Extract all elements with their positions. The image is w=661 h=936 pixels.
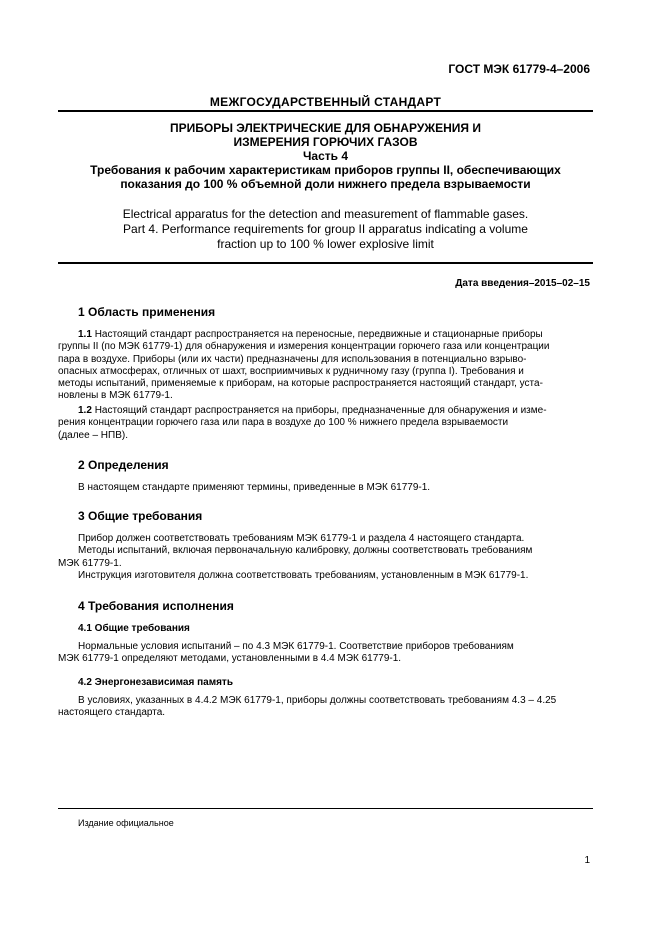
introduction-date: Дата введения–2015–02–15 (455, 278, 590, 289)
section-4-heading: 4 Требования исполнения (78, 599, 234, 613)
text-line: Нормальные условия испытаний – по 4.3 МЭК 61779-1. Соответствие приборов требованиям (78, 641, 514, 652)
text-line: В настоящем стандарте применяют термины, приведенные в МЭК 61779-1. (78, 482, 431, 493)
section-4-1-heading: 4.1 Общие требования (78, 623, 190, 634)
interstate-standard-label: МЕЖГОСУДАРСТВЕННЫЙ СТАНДАРТ (209, 95, 442, 109)
text-line: рения концентрации горючего газа или пара в воздухе до 100 % нижнего предела взрываемости (58, 417, 509, 429)
section-2-heading: 2 Определения (78, 458, 169, 472)
english-title-line-1: Electrical apparatus for the detection and measurement of flammable gases. (122, 207, 529, 221)
section-4-2-heading: 4.2 Энергонезависимая память (78, 677, 233, 688)
text-line: опасных атмосферах, отличных от шахт, восприимчивых к рудничному газу (группа I). Требования и (58, 365, 524, 377)
text-line: Инструкция изготовителя должна соответствовать требованиям, установленным в МЭК 61779-1. (78, 569, 529, 581)
text-line: МЭК 61779-1 определяют методами, установленными в 4.4 МЭК 61779-1. (58, 653, 402, 665)
section-4-1-paragraph (58, 641, 592, 666)
text-line: (далее – НПВ). (58, 429, 128, 441)
section-4-2-paragraph (58, 695, 592, 720)
text-line: МЭК 61779-1. (58, 557, 122, 569)
clause-number: 1.2 (78, 405, 92, 416)
text-line: Методы испытаний, включая первоначальную калибровку, должны соответствовать требованиям (78, 545, 533, 557)
clause-number: 1.1 (78, 329, 92, 340)
official-edition-note: Издание официальное (78, 818, 174, 828)
text-line: Настоящий стандарт распространяется на переносные, передвижные и стационарные приборы (94, 329, 543, 340)
text-line: В условиях, указанных в 4.4.2 МЭК 61779-1, приборы должны соответствовать требованиям 4.3 – 4.25 (78, 695, 557, 706)
section-3-paragraphs (58, 533, 592, 582)
section-1-2-paragraph (58, 405, 592, 442)
section-1-heading: 1 Область применения (78, 305, 216, 319)
text-line: настоящего стандарта. (58, 707, 166, 719)
section-1-1-paragraph (58, 329, 592, 403)
english-title-line-2: Part 4. Performance requirements for group II apparatus indicating a volume (123, 222, 528, 236)
page-number: 1 (584, 855, 590, 866)
section-3-heading: 3 Общие требования (78, 509, 203, 523)
footer-rule (58, 808, 593, 809)
title-line-1: ПРИБОРЫ ЭЛЕКТРИЧЕСКИЕ ДЛЯ ОБНАРУЖЕНИЯ И (169, 121, 482, 135)
section-2-paragraph (58, 482, 592, 494)
english-title (58, 207, 593, 252)
text-line: пара в воздухе. Приборы (или их части) предназначены для использования в потенциально взрыво- (58, 353, 527, 365)
subtitle-line-2: показания до 100 % объемной доли нижнего предела взрываемости (120, 177, 531, 191)
text-line: группы II (по МЭК 61779-1) для обнаружения и измерения концентрации горючего газа или концентрации (58, 341, 550, 353)
title-part: Часть 4 (302, 149, 349, 163)
subtitle-line-1: Требования к рабочим характеристикам приборов группы II, обеспечивающих (90, 163, 561, 177)
text-line: Прибор должен соответствовать требованиям МЭК 61779-1 и раздела 4 настоящего стандарта. (78, 533, 525, 544)
document-title (58, 121, 593, 191)
title-line-2: ИЗМЕРЕНИЯ ГОРЮЧИХ ГАЗОВ (233, 135, 418, 149)
title-rule (58, 262, 593, 264)
text-line: новлены в МЭК 61779-1. (58, 390, 173, 402)
text-line: Настоящий стандарт распространяется на приборы, предназначенные для обнаружения и изме- (94, 405, 547, 416)
header-rule (58, 110, 593, 112)
english-title-line-3: fraction up to 100 % lower explosive limit (217, 237, 434, 251)
standard-code: ГОСТ МЭК 61779-4–2006 (448, 62, 590, 76)
text-line: методы испытаний, применяемые к приборам, на которые распространяется настоящий стандарт, уста- (58, 378, 543, 390)
